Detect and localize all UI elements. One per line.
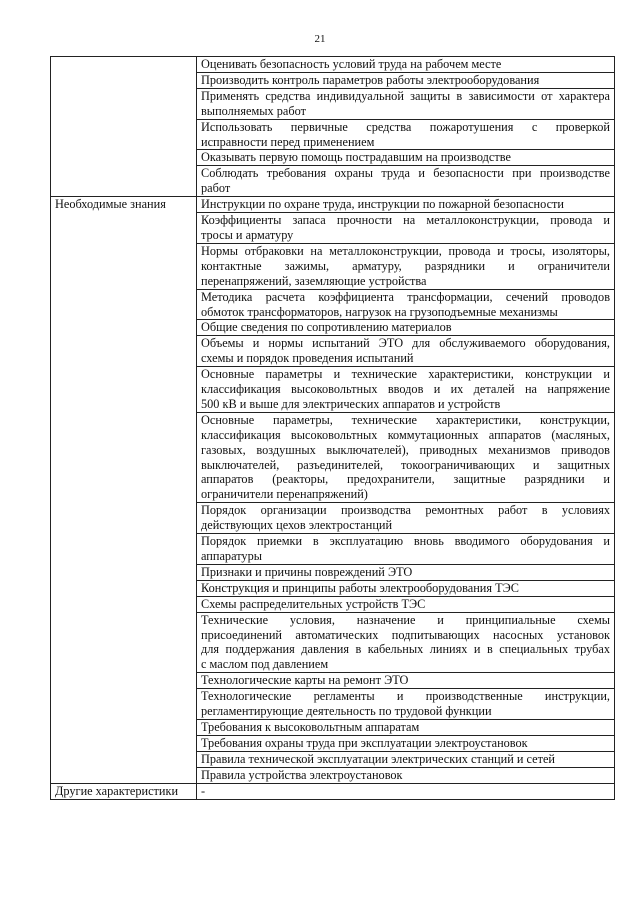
cell-text-line: Требования к высоковольтным аппаратам xyxy=(201,719,420,734)
skills-label-cell xyxy=(51,57,197,197)
skill-item xyxy=(197,166,615,197)
cell-text-line: схемы и порядок проведения испытаний xyxy=(201,351,414,366)
cell-text-line: Конструкция и принципы работы электрооборудования ТЭС xyxy=(201,580,519,595)
table-row xyxy=(51,57,615,73)
cell-text-line: классификация высоковольтных вводов и их деталей на напряжение xyxy=(201,382,610,397)
skill-item xyxy=(197,88,615,119)
cell-text-line: Требования охраны труда при эксплуатации электроустановок xyxy=(201,735,528,750)
cell-text-line: Порядок приемки в эксплуатацию вновь вводимого оборудования и xyxy=(201,534,610,549)
knowledge-item xyxy=(197,289,615,320)
skill-item xyxy=(197,119,615,150)
cell-text-line: выполняемых работ xyxy=(201,103,306,118)
cell-text-line: классификация высоковольтных коммутационных аппаратов (масляных, xyxy=(201,427,610,442)
knowledge-item xyxy=(197,412,615,502)
knowledge-item xyxy=(197,689,615,720)
cell-text-line: действующих цехов электростанций xyxy=(201,518,393,533)
cell-text-line: Объемы и нормы испытаний ЭТО для обслуживаемого оборудования, xyxy=(201,336,610,351)
knowledge-item xyxy=(197,673,615,689)
cell-text-line: для поддержания давления в кабельных линиях и в специальных трубах xyxy=(201,642,610,657)
knowledge-item xyxy=(197,243,615,289)
cell-text-line: регламентирующие деятельность по трудовой функции xyxy=(201,704,492,719)
knowledge-item xyxy=(197,580,615,596)
skill-item xyxy=(197,150,615,166)
cell-text-line: Правила технической эксплуатации электрических станций и сетей xyxy=(201,751,555,766)
knowledge-item xyxy=(197,534,615,565)
cell-text-line: Основные параметры и технические характеристики, конструкции и xyxy=(201,367,610,382)
cell-text-line: газовых, воздушных выключателей), приводных механизмов приводов xyxy=(201,442,610,457)
skill-item xyxy=(197,72,615,88)
cell-text-line: перенапряжений, заземляющие устройства xyxy=(201,273,427,288)
knowledge-item xyxy=(197,596,615,612)
cell-text-line: Инструкции по охране труда, инструкции по пожарной безопасности xyxy=(201,197,564,212)
cell-text-line: Технологические регламенты и производственные инструкции, xyxy=(201,689,610,704)
cell-text-line: 500 кВ и выше для электрических аппаратов и устройств xyxy=(201,396,501,411)
cell-text-line: Признаки и причины повреждений ЭТО xyxy=(201,564,413,579)
cell-text-line: Использовать первичные средства пожаротушения с проверкой xyxy=(201,119,610,134)
knowledge-item xyxy=(197,719,615,735)
cell-text-line: контактные зажимы, арматуру, разрядники и ограничители xyxy=(201,258,610,273)
requirements-table xyxy=(50,56,615,800)
knowledge-item xyxy=(197,751,615,767)
other-label-cell: Другие характеристики xyxy=(51,783,197,799)
cell-text-line: ограничители перенапряжений) xyxy=(201,487,368,502)
cell-text-line: Правила устройства электроустановок xyxy=(201,767,403,782)
table-row xyxy=(51,197,615,213)
cell-text-line: обмоток трансформаторов, нагрузок на грузоподъемные механизмы xyxy=(201,304,558,319)
knowledge-item xyxy=(197,320,615,336)
cell-text-line: Оказывать первую помощь пострадавшим на производстве xyxy=(201,150,511,165)
cell-text-line: Оценивать безопасность условий труда на рабочем месте xyxy=(201,57,502,71)
knowledge-item xyxy=(197,735,615,751)
cell-text-line: Нормы отбраковки на металлоконструкции, провода и тросы, изоляторы, xyxy=(201,243,610,258)
knowledge-item xyxy=(197,564,615,580)
knowledge-item xyxy=(197,503,615,534)
knowledge-item xyxy=(197,197,615,213)
skill-item xyxy=(197,57,615,73)
knowledge-item xyxy=(197,767,615,783)
cell-text-line: работ xyxy=(201,181,231,196)
cell-text-line: Методика расчета коэффициента трансформации, сечений проводов xyxy=(201,289,610,304)
page-number: 21 xyxy=(314,33,326,45)
cell-text-line: тросы и арматуру xyxy=(201,227,294,242)
cell-text-line: аппаратуры xyxy=(201,549,262,563)
cell-text-line: исправности перед применением xyxy=(201,134,375,149)
cell-text-line: аппаратов (реакторы, предохранители, защитные разрядники и xyxy=(201,472,610,487)
cell-text-line: с маслом под давлением xyxy=(201,657,329,672)
cell-text-line: Технологические карты на ремонт ЭТО xyxy=(201,673,409,688)
knowledge-item xyxy=(197,213,615,244)
cell-text-line: Производить контроль параметров работы электрооборудования xyxy=(201,72,540,87)
knowledge-item xyxy=(197,336,615,367)
table-row xyxy=(51,783,615,799)
requirements-table-body xyxy=(51,57,615,800)
cell-text-line: присоединений автоматических подпитывающих насосных установок xyxy=(201,627,610,642)
knowledge-item xyxy=(197,367,615,413)
cell-text-line: Общие сведения по сопротивлению материалов xyxy=(201,320,452,335)
cell-text-line: Соблюдать требования охраны труда и безопасности при производстве xyxy=(201,166,610,181)
knowledge-item xyxy=(197,612,615,673)
cell-text-line: - xyxy=(201,783,206,798)
cell-text-line: Порядок организации производства ремонтных работ в условиях xyxy=(201,503,610,518)
cell-text-line: выключателей, разъединителей, токоограничивающих и защитных xyxy=(201,457,610,472)
cell-text-line: Технические условия, назначение и принципиальные схемы xyxy=(201,612,610,627)
cell-text-line: Схемы распределительных устройств ТЭС xyxy=(201,596,426,611)
other-value-cell xyxy=(197,783,615,799)
knowledge-label-cell: Необходимые знания xyxy=(51,197,197,783)
cell-text-line: Основные параметры, технические характеристики, конструкции, xyxy=(201,412,610,427)
cell-text-line: Применять средства индивидуальной защиты в зависимости от характера xyxy=(201,88,610,103)
cell-text-line: Коэффициенты запаса прочности на металлоконструкции, провода и xyxy=(201,213,610,228)
